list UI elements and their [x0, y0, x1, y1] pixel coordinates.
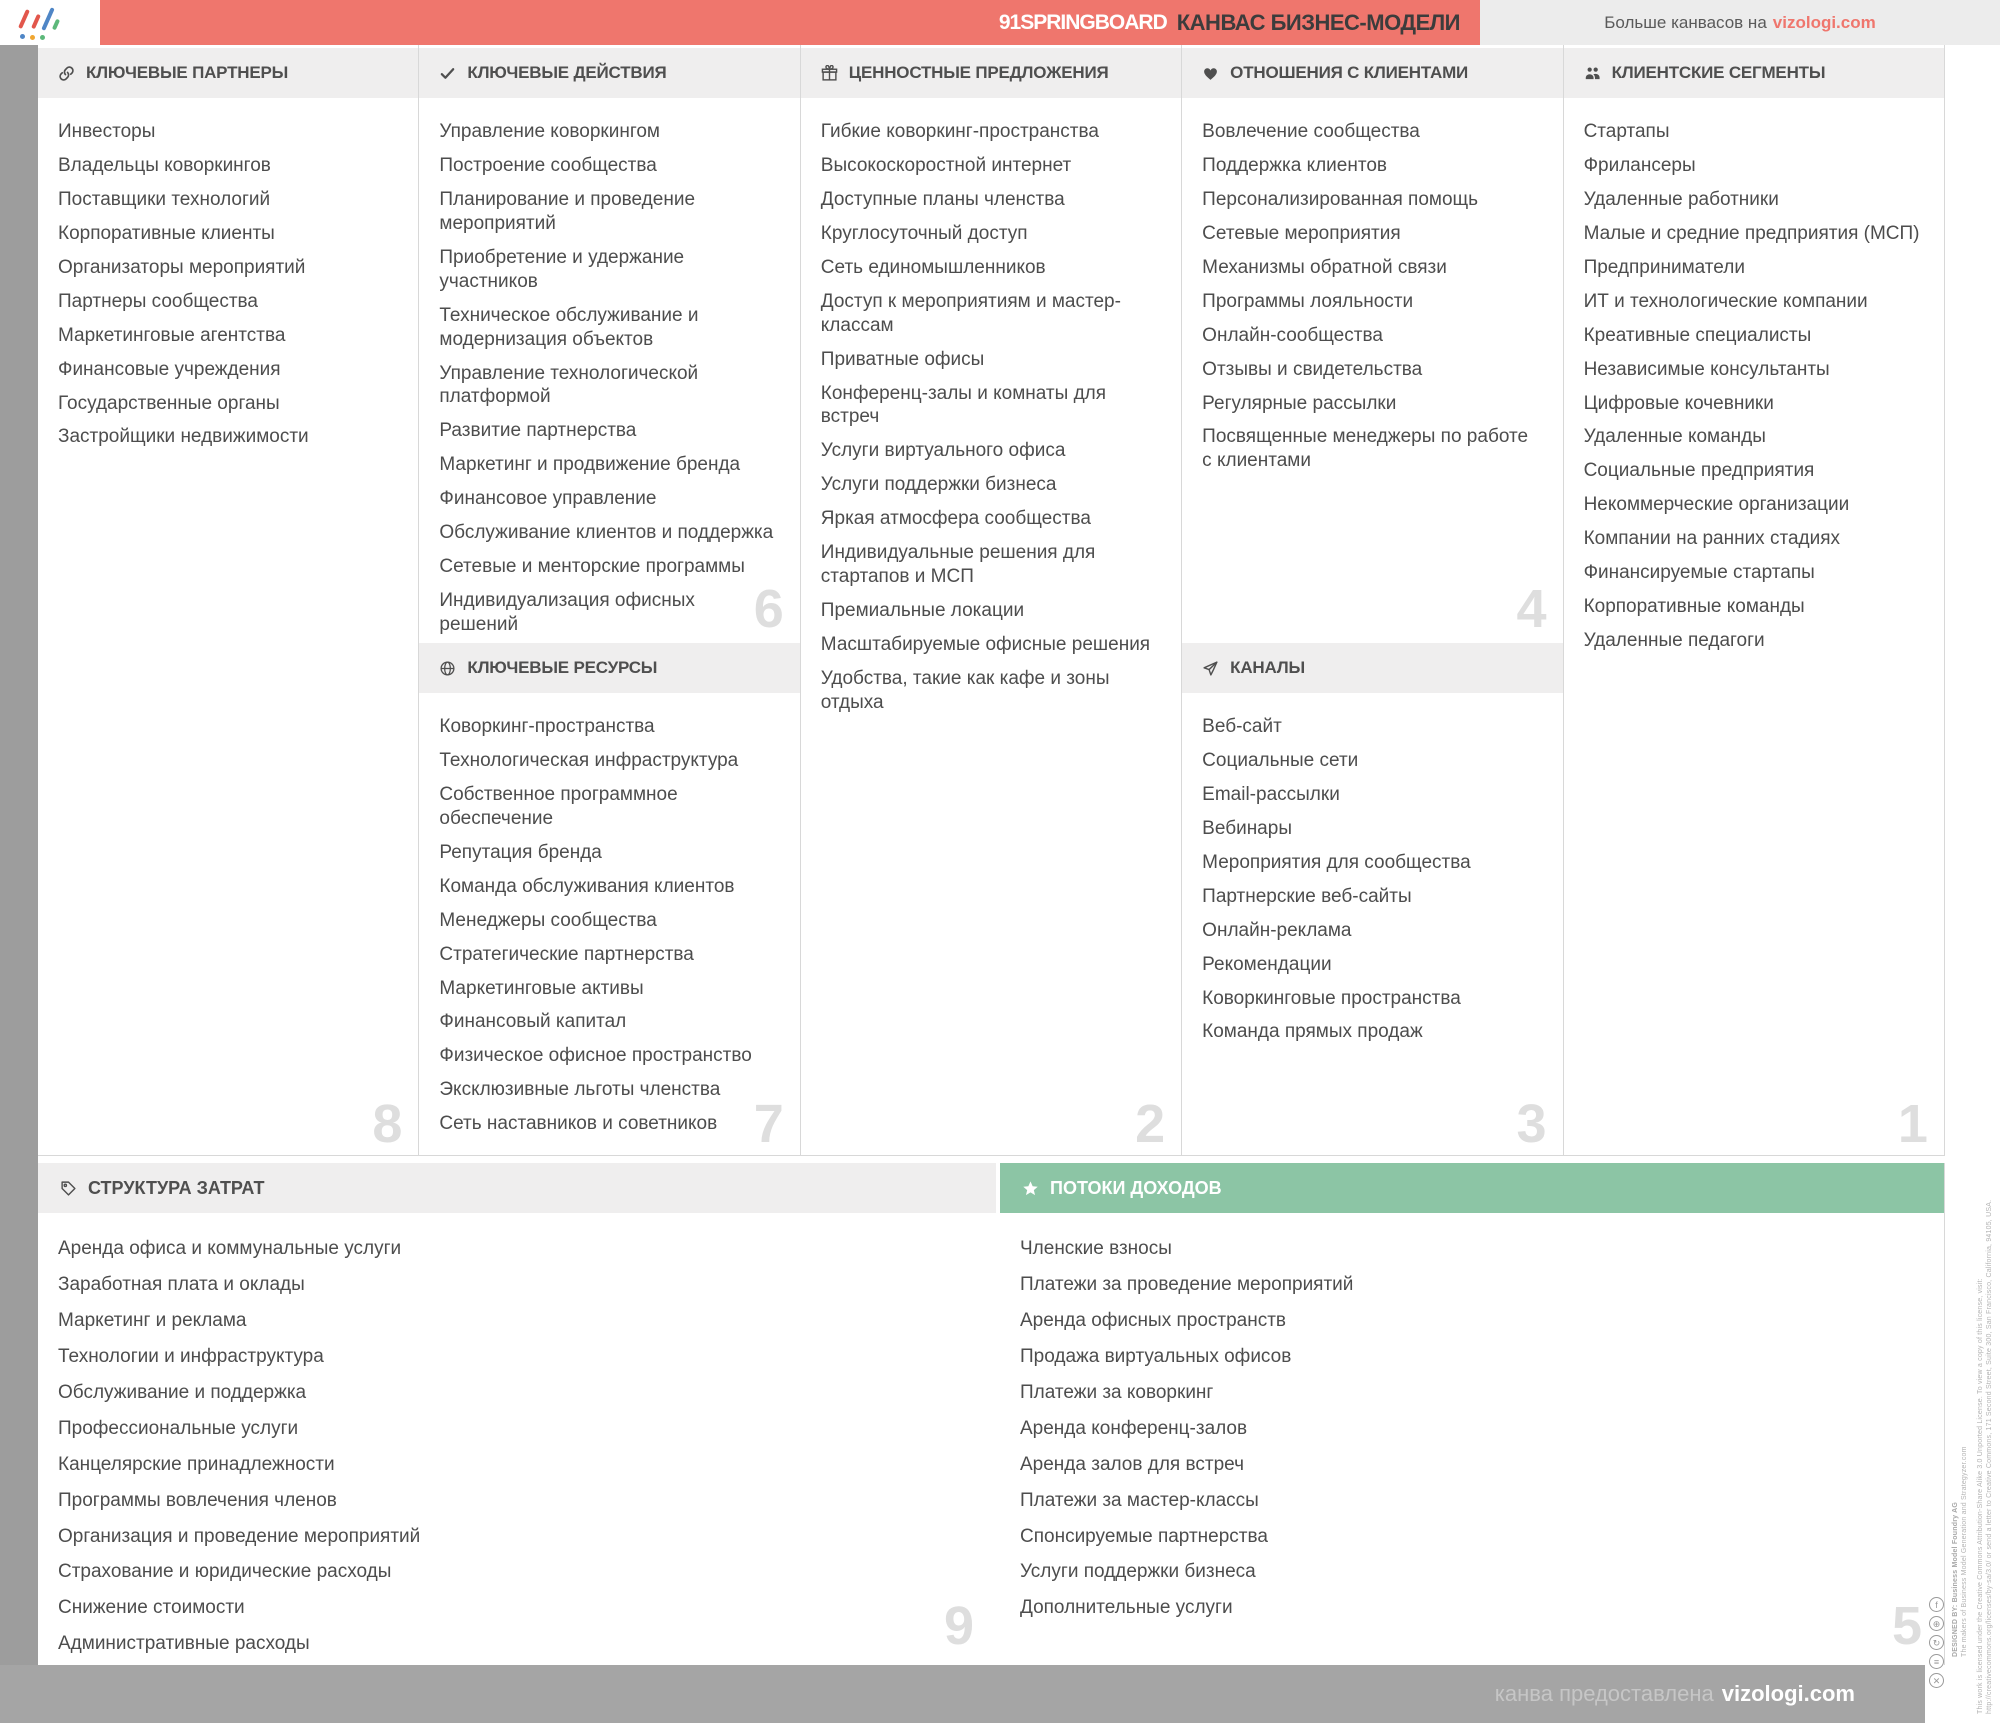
channels-title: КАНАЛЫ: [1230, 658, 1305, 677]
list-item: Предприниматели: [1583, 256, 1745, 278]
list-item: Физическое офисное пространство: [439, 1045, 752, 1067]
key-activities-header: [419, 48, 799, 98]
license-badge-icon: ⊕: [1929, 1616, 1944, 1631]
footer-text: канва предоставлена: [1494, 1681, 1714, 1706]
section-number: 4: [1516, 579, 1547, 639]
list-item: Конференц-залы и комнаты для встреч: [820, 382, 1107, 428]
list-item: Цифровые кочевники: [1583, 392, 1774, 414]
column-value-propositions: [801, 45, 1182, 1155]
list-item: Дополнительные услуги: [1020, 1597, 1233, 1619]
key-resources-list: [419, 693, 799, 1136]
list-item: Механизмы обратной связи: [1202, 256, 1447, 278]
license-text-line1: This work is licensed under the Creative Commons Attribution-Share Alike 3.0 Unported License. To view a copy of this license, visit:: [1977, 1278, 1984, 1714]
list-item: Премиальные локации: [820, 600, 1025, 622]
section-cost-structure: [38, 1163, 1000, 1665]
section-number: 1: [1897, 1094, 1928, 1154]
list-item: Владельцы коворкингов: [58, 154, 271, 176]
list-item: Индивидуальные решения для стартапов и МСП: [820, 542, 1096, 588]
canvas-grid: [38, 45, 1945, 1156]
value-propositions-title: ЦЕННОСТНЫЕ ПРЕДЛОЖЕНИЯ: [848, 63, 1109, 82]
list-item: Обслуживание и поддержка: [58, 1381, 307, 1403]
list-item: Государственные органы: [58, 392, 280, 414]
column-key-activities: [419, 45, 800, 1155]
customer-relationships-title: ОТНОШЕНИЯ С КЛИЕНТАМИ: [1230, 63, 1469, 82]
list-item: Управление коворкингом: [439, 121, 660, 142]
list-item: Корпоративные команды: [1583, 596, 1805, 618]
list-item: Приватные офисы: [820, 348, 985, 370]
star-icon: [1022, 1180, 1039, 1197]
heart-icon: [1202, 65, 1219, 82]
customer-relationships-list: [1182, 98, 1562, 473]
license-badge-icon: ✕: [1929, 1673, 1944, 1688]
designed-by-text: DESIGNED BY: Business Model Foundry AG: [1952, 1501, 1959, 1657]
list-item: Социальные сети: [1202, 749, 1359, 771]
list-item: Email-рассылки: [1202, 783, 1340, 805]
section-value-propositions: [801, 45, 1181, 1155]
list-item: Финансовое управление: [439, 488, 657, 510]
list-item: Команда прямых продаж: [1202, 1021, 1423, 1043]
list-item: Персонализированная помощь: [1202, 188, 1479, 210]
section-key-activities: [419, 45, 799, 640]
column-customer-relationships: [1182, 45, 1563, 1155]
list-item: Обслуживание клиентов и поддержка: [439, 522, 774, 544]
list-item: Финансовый капитал: [439, 1011, 627, 1033]
list-item: Маркетинг и продвижение бренда: [439, 454, 741, 476]
list-item: Приобретение и удержание участников: [439, 246, 685, 292]
key-partners-header: [38, 48, 418, 98]
list-item: Организация и проведение мероприятий: [58, 1525, 421, 1547]
list-item: Технологии и инфраструктура: [58, 1345, 324, 1367]
list-item: Удобства, такие как кафе и зоны отдыха: [820, 667, 1110, 713]
list-item: Снижение стоимости: [58, 1597, 245, 1619]
list-item: Аренда залов для встреч: [1020, 1453, 1244, 1475]
paper-plane-icon: [1202, 660, 1219, 677]
key-activities-title: КЛЮЧЕВЫЕ ДЕЙСТВИЯ: [467, 63, 667, 82]
list-item: Сеть единомышленников: [820, 256, 1046, 278]
list-item: Круглосуточный доступ: [820, 222, 1028, 244]
list-item: Креативные специалисты: [1583, 324, 1812, 346]
section-number: 3: [1516, 1094, 1547, 1154]
list-item: Яркая атмосфера сообщества: [820, 508, 1091, 530]
list-item: Поставщики технологий: [58, 188, 271, 210]
list-item: ИТ и технологические компании: [1583, 290, 1868, 312]
list-item: Платежи за проведение мероприятий: [1020, 1273, 1354, 1295]
list-item: Программы вовлечения членов: [58, 1489, 337, 1511]
list-item: Финансируемые стартапы: [1583, 562, 1815, 584]
list-item: Маркетинговые активы: [439, 977, 644, 999]
section-number: 8: [372, 1094, 403, 1154]
list-item: Онлайн-реклама: [1202, 919, 1352, 941]
list-item: Удаленные педагоги: [1583, 630, 1765, 652]
list-item: Корпоративные клиенты: [58, 222, 275, 244]
section-number: 7: [753, 1094, 784, 1154]
more-canvases-text: Больше канвасов на: [1604, 12, 1767, 32]
list-item: Малые и средние предприятия (МСП): [1583, 222, 1920, 244]
list-item: Веб-сайт: [1202, 716, 1282, 737]
list-item: Индивидуализация офисных решений: [439, 590, 695, 635]
list-item: Доступ к мероприятиям и мастер-классам: [820, 290, 1121, 336]
revenue-streams-header: [1000, 1163, 1944, 1213]
list-item: Рекомендации: [1202, 953, 1332, 975]
tag-icon: [60, 1180, 77, 1197]
license-badges: [1929, 1597, 1944, 1688]
footer-bar: [0, 1665, 1925, 1723]
list-item: Управление технологической платформой: [439, 362, 699, 408]
list-item: Административные расходы: [58, 1633, 310, 1655]
section-key-resources: [419, 640, 799, 1155]
list-item: Отзывы и свидетельства: [1202, 358, 1423, 380]
list-item: Канцелярские принадлежности: [58, 1453, 335, 1475]
value-propositions-list: [801, 98, 1181, 715]
more-canvases: [1480, 0, 2000, 45]
vizologi-logo-icon: [12, 5, 72, 41]
cost-structure-list: [38, 1213, 996, 1656]
key-partners-title: КЛЮЧЕВЫЕ ПАРТНЕРЫ: [86, 63, 289, 82]
list-item: Удаленные работники: [1583, 188, 1779, 210]
list-item: Стартапы: [1583, 121, 1670, 142]
bottom-row: [38, 1163, 1945, 1665]
list-item: Посвященные менеджеры по работе с клиентами: [1202, 426, 1529, 472]
list-item: Высокоскоростной интернет: [820, 154, 1072, 176]
section-number: 2: [1135, 1094, 1166, 1154]
customer-segments-list: [1564, 98, 1944, 653]
list-item: Команда обслуживания клиентов: [439, 875, 735, 897]
list-item: Организаторы мероприятий: [58, 256, 306, 278]
revenue-streams-title: ПОТОКИ ДОХОДОВ: [1050, 1177, 1222, 1198]
title-bar: [100, 0, 1480, 45]
list-item: Регулярные рассылки: [1202, 392, 1397, 414]
vizologi-logo: [0, 0, 100, 45]
globe-icon: [439, 660, 456, 677]
list-item: Репутация бренда: [439, 841, 602, 863]
list-item: Услуги поддержки бизнеса: [1020, 1561, 1256, 1583]
list-item: Инвесторы: [58, 121, 156, 142]
list-item: Аренда офиса и коммунальные услуги: [58, 1238, 402, 1259]
list-item: Развитие партнерства: [439, 420, 637, 442]
list-item: Продажа виртуальных офисов: [1020, 1345, 1292, 1367]
list-item: Стратегические партнерства: [439, 943, 694, 965]
list-item: Независимые консультанты: [1583, 358, 1830, 380]
list-item: Масштабируемые офисные решения: [820, 634, 1151, 655]
customer-segments-header: [1564, 48, 1944, 98]
list-item: Страхование и юридические расходы: [58, 1561, 392, 1583]
license-badge-icon: ↻: [1929, 1635, 1944, 1650]
list-item: Платежи за мастер-классы: [1020, 1489, 1259, 1511]
list-item: Доступные планы членства: [820, 188, 1065, 210]
list-item: Эксклюзивные льготы членства: [439, 1079, 721, 1101]
list-item: Платежи за коворкинг: [1020, 1381, 1214, 1403]
list-item: Компании на ранних стадиях: [1583, 528, 1841, 550]
list-item: Маркетинг и реклама: [58, 1309, 247, 1331]
list-item: Застройщики недвижимости: [58, 426, 309, 448]
cost-structure-title: СТРУКТУРА ЗАТРАТ: [88, 1177, 265, 1198]
list-item: Профессиональные услуги: [58, 1417, 299, 1439]
key-partners-list: [38, 98, 418, 449]
list-item: Сетевые и менторские программы: [439, 556, 745, 578]
list-item: Вовлечение сообщества: [1202, 121, 1420, 142]
section-key-partners: [38, 45, 418, 1155]
revenue-streams-list: [1000, 1213, 1944, 1620]
list-item: Мероприятия для сообщества: [1202, 851, 1471, 873]
list-item: Фрилансеры: [1583, 154, 1696, 176]
section-revenue-streams: [1000, 1163, 1945, 1665]
list-item: Коворкинг-пространства: [439, 716, 655, 737]
footer-vizologi-link[interactable]: vizologi.com: [1721, 1681, 1855, 1706]
list-item: Сетевые мероприятия: [1202, 222, 1401, 244]
key-resources-header: [419, 643, 799, 693]
channels-list: [1182, 693, 1562, 1044]
page-title: КАНВАС БИЗНЕС-МОДЕЛИ: [1176, 9, 1460, 35]
list-item: Некоммерческие организации: [1583, 494, 1850, 516]
list-item: Менеджеры сообщества: [439, 909, 657, 931]
column-key-partners: [38, 45, 419, 1155]
section-number: 9: [943, 1596, 974, 1656]
list-item: Поддержка клиентов: [1202, 154, 1388, 176]
list-item: Удаленные команды: [1583, 426, 1766, 448]
value-propositions-header: [801, 48, 1181, 98]
list-item: Планирование и проведение мероприятий: [439, 188, 696, 234]
license-badge-icon: f: [1929, 1597, 1944, 1612]
brand-name: 91SPRINGBOARD: [998, 10, 1167, 34]
list-item: Коворкинговые пространства: [1202, 987, 1461, 1009]
section-channels: [1182, 640, 1562, 1155]
list-item: Построение сообщества: [439, 154, 657, 176]
list-item: Маркетинговые агентства: [58, 324, 286, 346]
gift-icon: [821, 65, 838, 82]
people-icon: [1584, 65, 1601, 82]
list-item: Вебинары: [1202, 817, 1292, 839]
cost-structure-header: [38, 1163, 996, 1213]
list-item: Спонсируемые партнерства: [1020, 1525, 1268, 1547]
vizologi-link[interactable]: vizologi.com: [1772, 12, 1876, 32]
key-activities-list: [419, 98, 799, 637]
designed-by-subtext: The makers of Business Model Generation and Strategyzer.com: [1961, 1446, 1968, 1657]
list-item: Социальные предприятия: [1583, 460, 1815, 482]
check-icon: [439, 65, 456, 82]
list-item: Сеть наставников и советников: [439, 1113, 718, 1135]
list-item: Онлайн-сообщества: [1202, 324, 1383, 346]
section-number: 5: [1891, 1596, 1922, 1656]
list-item: Партнерские веб-сайты: [1202, 885, 1412, 907]
key-resources-title: КЛЮЧЕВЫЕ РЕСУРСЫ: [467, 658, 658, 677]
column-customer-segments: [1564, 45, 1945, 1155]
list-item: Заработная плата и оклады: [58, 1273, 305, 1295]
list-item: Услуги виртуального офиса: [820, 440, 1066, 462]
list-item: Услуги поддержки бизнеса: [820, 474, 1057, 496]
list-item: Технологическая инфраструктура: [439, 749, 739, 771]
list-item: Аренда конференц-залов: [1020, 1417, 1248, 1439]
list-item: Аренда офисных пространств: [1020, 1309, 1287, 1331]
customer-relationships-header: [1182, 48, 1562, 98]
section-customer-relationships: [1182, 45, 1562, 640]
customer-segments-title: КЛИЕНТСКИЕ СЕГМЕНТЫ: [1611, 63, 1826, 82]
list-item: Финансовые учреждения: [58, 358, 281, 380]
list-item: Собственное программное обеспечение: [439, 783, 678, 829]
list-item: Партнеры сообщества: [58, 290, 259, 312]
list-item: Гибкие коворкинг-пространства: [820, 121, 1099, 142]
list-item: Техническое обслуживание и модернизация объектов: [439, 304, 699, 350]
list-item: Программы лояльности: [1202, 290, 1414, 312]
section-customer-segments: [1564, 45, 1944, 1155]
top-bar: [0, 0, 2000, 45]
left-margin-strip: [0, 45, 38, 1665]
section-number: 6: [753, 579, 784, 639]
list-item: Членские взносы: [1020, 1238, 1172, 1259]
license-text-line2: http://creativecommons.org/licenses/by-sa/3.0/ or send a letter to Creative Commons, 171 Second Street, Suite 300, San Francisco, California, 94105, USA.: [1986, 1199, 1993, 1714]
link-icon: [58, 65, 75, 82]
channels-header: [1182, 643, 1562, 693]
license-badge-icon: ≡: [1929, 1654, 1944, 1669]
